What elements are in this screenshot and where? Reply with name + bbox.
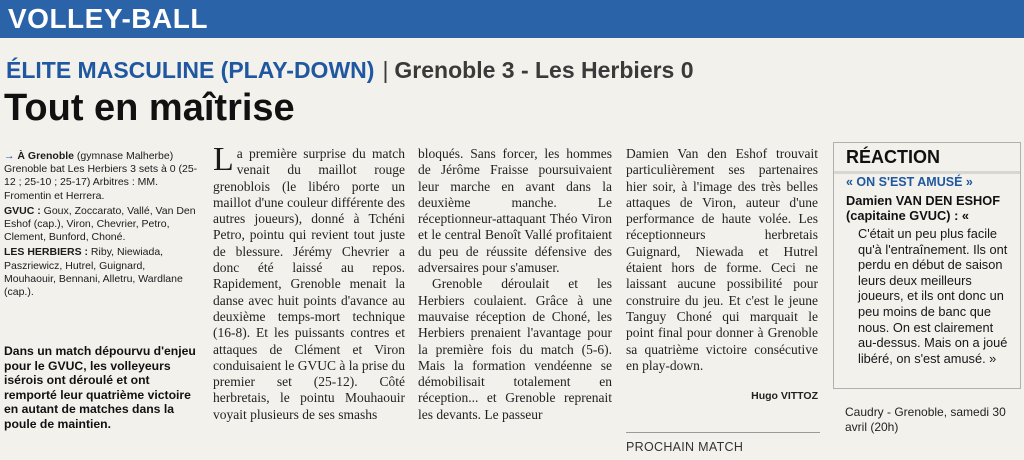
next-match-details: Caudry - Grenoble, samedi 30 avril (20h) <box>845 405 1006 434</box>
match-info-box <box>4 150 199 301</box>
reaction-box <box>833 142 1021 389</box>
team2-label: LES HERBIERS : <box>4 246 89 259</box>
team2-text: Riby, Niewiada, Paszriewicz, Hutrel, Guignard, Mouhaouir, Bennani, Alletru, Wardlane (cap.). <box>4 246 183 299</box>
section-title: VOLLEY-BALL <box>8 3 208 34</box>
venue-text: (gymnase Malherbe) Grenoble bat Les Herbiers 3 sets à 0 (25-12 ; 25-10 ; 25-17) Arbitres : MM. Fromentin et Herrera. <box>4 150 198 202</box>
divider <box>626 432 820 433</box>
arrow-icon: → <box>4 150 15 162</box>
reaction-quote: C'était un peu plus facile qu'à l'entraînement. Ils ont perdu en début de saison leurs deux meilleurs joueurs, et ils ont donc un peu moins de banc que nous. On est clairement au-dessus. Mais on a joué libéré, on s'est amusé. » <box>858 226 1008 366</box>
reaction-divider <box>834 171 1020 174</box>
drop-cap: L <box>213 141 234 178</box>
column2-paragraph-1: bloqués. Sans forcer, les hommes de Jérôme Fraisse poursuivaient leur marche en avant dans la deuxième manche. Le réceptionneur-attaquant Théo Viron et le central Benoît Vallé profitaient du peu de réussite défensive des adversaires pour s'amuser. <box>418 146 612 276</box>
next-match-heading: PROCHAIN MATCH <box>626 440 744 454</box>
team1-label: GVUC : <box>4 204 41 217</box>
kicker-score: Grenoble 3 - Les Herbiers 0 <box>394 57 694 83</box>
team-lineup-herbiers <box>4 246 199 299</box>
column2-paragraph-2: Grenoble déroulait et les Herbiers coulaient. Grâce à une mauvaise réception de Choné, les Herbiers prenaient l'avantage pour la première fois du match (5-6). Mais la formation vendéenne se démobilisait totalement en réception... et Grenoble reprenait les devants. Le passeur <box>418 276 612 422</box>
article-kicker <box>6 56 694 84</box>
article-column-3 <box>626 146 818 374</box>
reaction-speaker: Damien VAN DEN ESHOF (capitaine GVUC) : « <box>846 193 1001 223</box>
kicker-separator: | <box>382 57 389 83</box>
kicker-category: ÉLITE MASCULINE (PLAY-DOWN) <box>6 57 375 83</box>
column1-text: a première surprise du match venait du maillot rouge grenoblois (le libéro porte un maillot d'une couleur différente des autres joueurs), donné à Tchéni Petro, pointu qui revient tout juste de blessure. Jérémy Chevrier a donc été laissé au repos. Rapidement, Grenoble menait la danse avec huit points d'avance au deuxième temps-mort technique (16-8). Et les puissants contres et attaques de Clément et Viron conduisaient le GVUC à la prise du premier set (25-12). Côté herbretais, le pointu Mouhaouir voyait plusieurs de ses smashs <box>213 146 405 422</box>
reaction-label: RÉACTION <box>846 147 940 167</box>
article-lead: Dans un match dépourvu d'enjeu pour le GVUC, les volleyeurs isérois ont déroulé et ont remporté leur quatrième victoire en autant de matches dans la poule de maintien. <box>4 344 196 431</box>
section-banner <box>0 0 1024 38</box>
match-venue <box>4 150 199 203</box>
reaction-tagline: « ON S'EST AMUSÉ » <box>846 175 973 189</box>
article-column-2 <box>418 146 612 423</box>
team1-text: Goux, Zoccarato, Vallé, Van Den Eshof (cap.), Viron, Chevrier, Petro, Clement, Bunford, Choné. <box>4 204 196 244</box>
author-byline: Hugo VITTOZ <box>751 390 818 402</box>
column1-paragraph <box>213 141 405 423</box>
article-headline: Tout en maîtrise <box>4 87 295 129</box>
venue-label: À Grenoble <box>17 150 75 162</box>
article-column-1 <box>213 141 405 423</box>
column3-paragraph: Damien Van den Eshof trouvait particulièrement ses partenaires hier soir, à l'image des très belles attaques de Viron, auteur d'une performance de haute volée. Les réceptionneurs herbretais Guignard, Niewada et Hutrel étaient hors de forme. Ceci ne laissant aucune possibilité pour construire du jeu. Et c'est le jeune Tanguy Choné qui marquait le point final pour donner à Grenoble sa quatrième victoire consécutive en play-down. <box>626 146 818 373</box>
team-lineup-gvuc <box>4 205 199 245</box>
